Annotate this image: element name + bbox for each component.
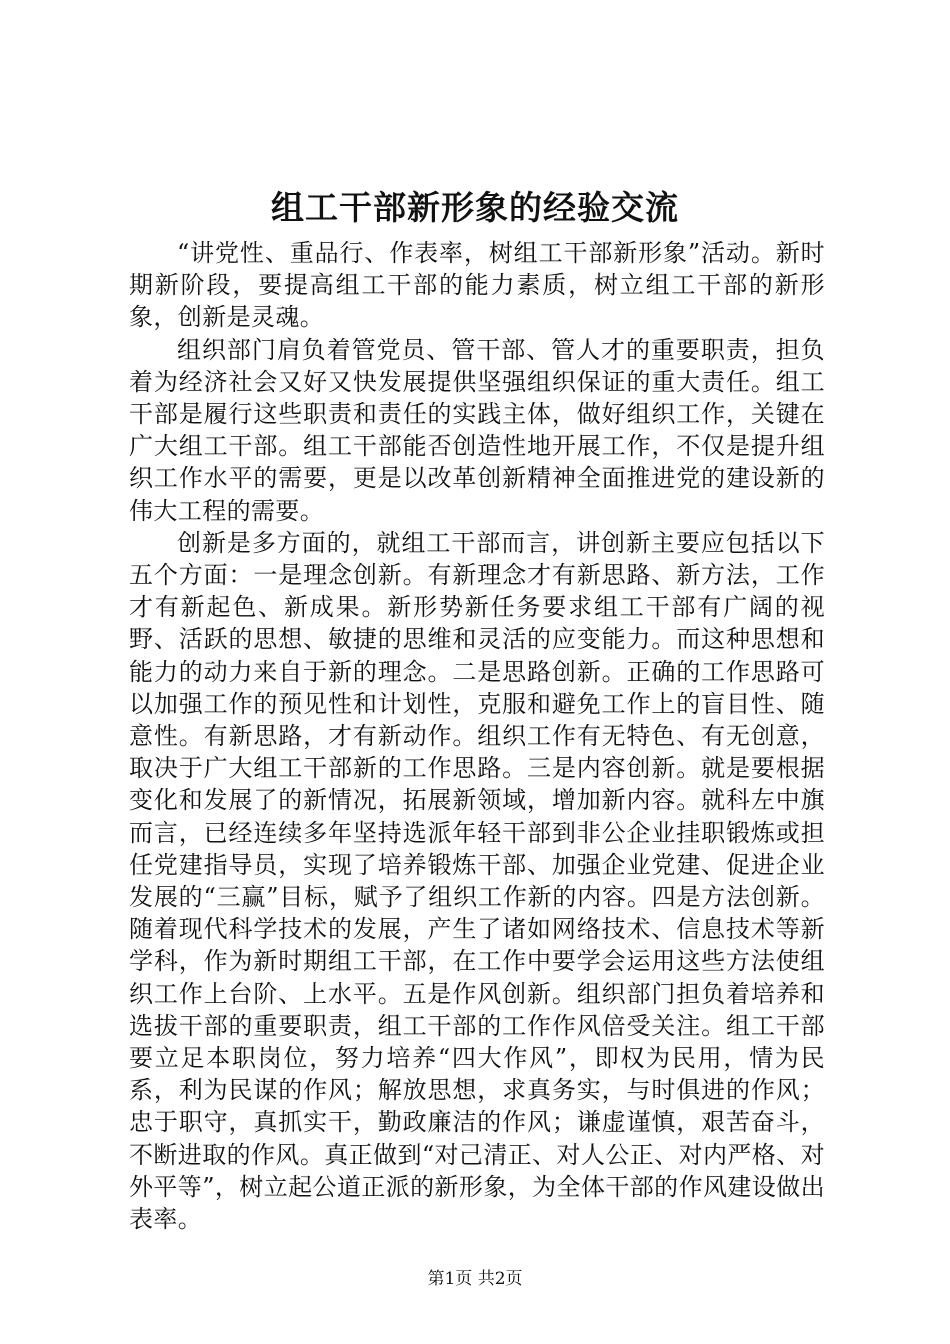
paragraph-3: 创新是多方面的，就组工干部而言，讲创新主要应包括以下五个方面：一是理念创新。有新理念才有新思路、新方法，工作才有新起色、新成果。新形势新任务要求组工干部有广阔的视野、活跃的思想、敏捷的思维和灵活的应变能力。而这种思想和能力的动力来自于新的理念。二是思路创新。正确的工作思路可以加强工作的预见性和计划性，克服和避免工作上的盲目性、随意性。有新思路，才有新动作。组织工作有无特色、有无创意，取决于广大组工干部新的工作思路。三是内容创新。就是要根据变化和发展了的新情况，拓展新领域，增加新内容。就科左中旗而言，已经连续多年坚持选派年轻干部到非公企业挂职锻炼或担任党建指导员，实现了培养锻炼干部、加强企业党建、促进企业发展的“三赢”目标，赋予了组织工作新的内容。四是方法创新。随着现代科学技术的发展，产生了诸如网络技术、信息技术等新学科，作为新时期组工干部，在工作中要学会运用这些方法使组织工作上台阶、上水平。五是作风创新。组织部门担负着培养和选拔干部的重要职责，组工干部的工作作风倍受关注。组工干部要立足本职岗位，努力培养“四大作风”，即权为民用，情为民系，利为民谋的作风；解放思想，求真务实，与时俱进的作风；忠于职守，真抓实干，勤政廉洁的作风；谦虚谨慎，艰苦奋斗，不断进取的作风。真正做到“对己清正、对人公正、对内严格、对外平等”，树立起公道正派的新形象，为全体干部的作风建设做出表率。 (129, 528, 825, 1234)
page-number-footer: 第1页 共2页 (427, 1269, 523, 1289)
document-body (129, 237, 825, 1235)
paragraph-2: 组织部门肩负着管党员、管干部、管人才的重要职责，担负着为经济社会又好又快发展提供坚强组织保证的重大责任。组工干部是履行这些职责和责任的实践主体，做好组织工作，关键在广大组工干部。组工干部能否创造性地开展工作，不仅是提升组织工作水平的需要，更是以改革创新精神全面推进党的建设新的伟大工程的需要。 (129, 335, 825, 525)
paragraph-1: “讲党性、重品行、作表率，树组工干部新形象”活动。新时期新阶段，要提高组工干部的能力素质，树立组工干部的新形象，创新是灵魂。 (129, 239, 825, 332)
document-title: 组工干部新形象的经验交流 (271, 188, 679, 227)
